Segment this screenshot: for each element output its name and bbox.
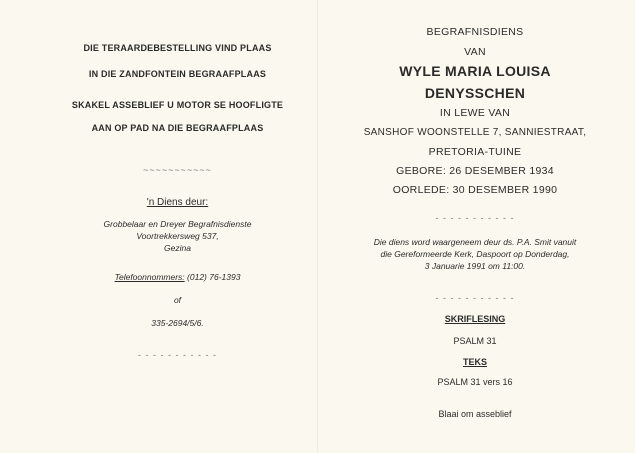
residence-label: IN LEWE VAN	[439, 107, 511, 119]
separator: ~~~~~~~~~~~	[143, 165, 212, 175]
scripture-reading-heading: SKRIFLESING	[444, 314, 506, 324]
service-details-line-3: 3 Januarie 1991 om 11:00.	[424, 261, 526, 271]
text-heading: TEKS	[462, 357, 487, 367]
burial-location-line-1: DIE TERAARDEBESTELLING VIND PLAAS	[83, 43, 272, 53]
birth-date: 26 DESEMBER 1934	[449, 165, 554, 177]
of-text: VAN	[464, 46, 486, 58]
separator: - - - - - - - - - - -	[435, 213, 515, 223]
death-date: 30 DESEMBER 1990	[452, 184, 558, 196]
birth-date-line	[345, 165, 605, 177]
death-label: OORLEDE:	[392, 184, 450, 196]
sermon-text: PSALM 31 vers 16	[437, 377, 513, 387]
residence-address: SANSHOF WOONSTELLE 7, SANNIESTRAAT,	[363, 127, 587, 138]
undertaker-name: Grobbelaar en Dreyer Begrafnisdienste	[103, 219, 252, 229]
birth-label: GEBORE:	[396, 165, 447, 177]
fold-line	[317, 0, 318, 453]
funeral-service-title: BEGRAFNISDIENS	[426, 26, 524, 38]
undertaker-street: Voortrekkersweg 537,	[136, 231, 219, 241]
deceased-name-line-2: DENYSSCHEN	[424, 85, 526, 101]
phone-number-1: (012) 76-1393	[187, 272, 241, 282]
service-details-line-2: die Gereformeerde Kerk, Daspoort op Donderdag,	[380, 249, 570, 259]
undertaker-suburb: Gezina	[164, 243, 191, 253]
phone-line	[40, 272, 315, 282]
phone-number-2: 335-2694/5/6.	[151, 318, 204, 328]
separator: - - - - - - - - - - -	[435, 293, 515, 303]
service-details-line-1: Die diens word waargeneem deur ds. P.A. Smit vanuit	[373, 237, 577, 247]
separator: - - - - - - - - - - -	[138, 350, 217, 360]
burial-location-line-2: IN DIE ZANDFONTEIN BEGRAAFPLAAS	[88, 69, 267, 79]
death-date-line	[345, 184, 605, 196]
please-turn-over: Blaai om asseblief	[438, 409, 512, 419]
phone-label: Telefoonnommers:	[114, 272, 185, 282]
scripture-reading: PSALM 31	[453, 336, 497, 346]
headlights-notice-line-2: AAN OP PAD NA DIE BEGRAAFPLAAS	[91, 123, 264, 133]
deceased-name-line-1: WYLE MARIA LOUISA	[399, 63, 551, 79]
residence-suburb: PRETORIA-TUINE	[428, 146, 522, 158]
service-by-heading: 'n Diens deur:	[146, 197, 209, 208]
or-text: of	[173, 295, 182, 305]
headlights-notice-line-1: SKAKEL ASSEBLIEF U MOTOR SE HOOFLIGTE	[71, 100, 284, 110]
